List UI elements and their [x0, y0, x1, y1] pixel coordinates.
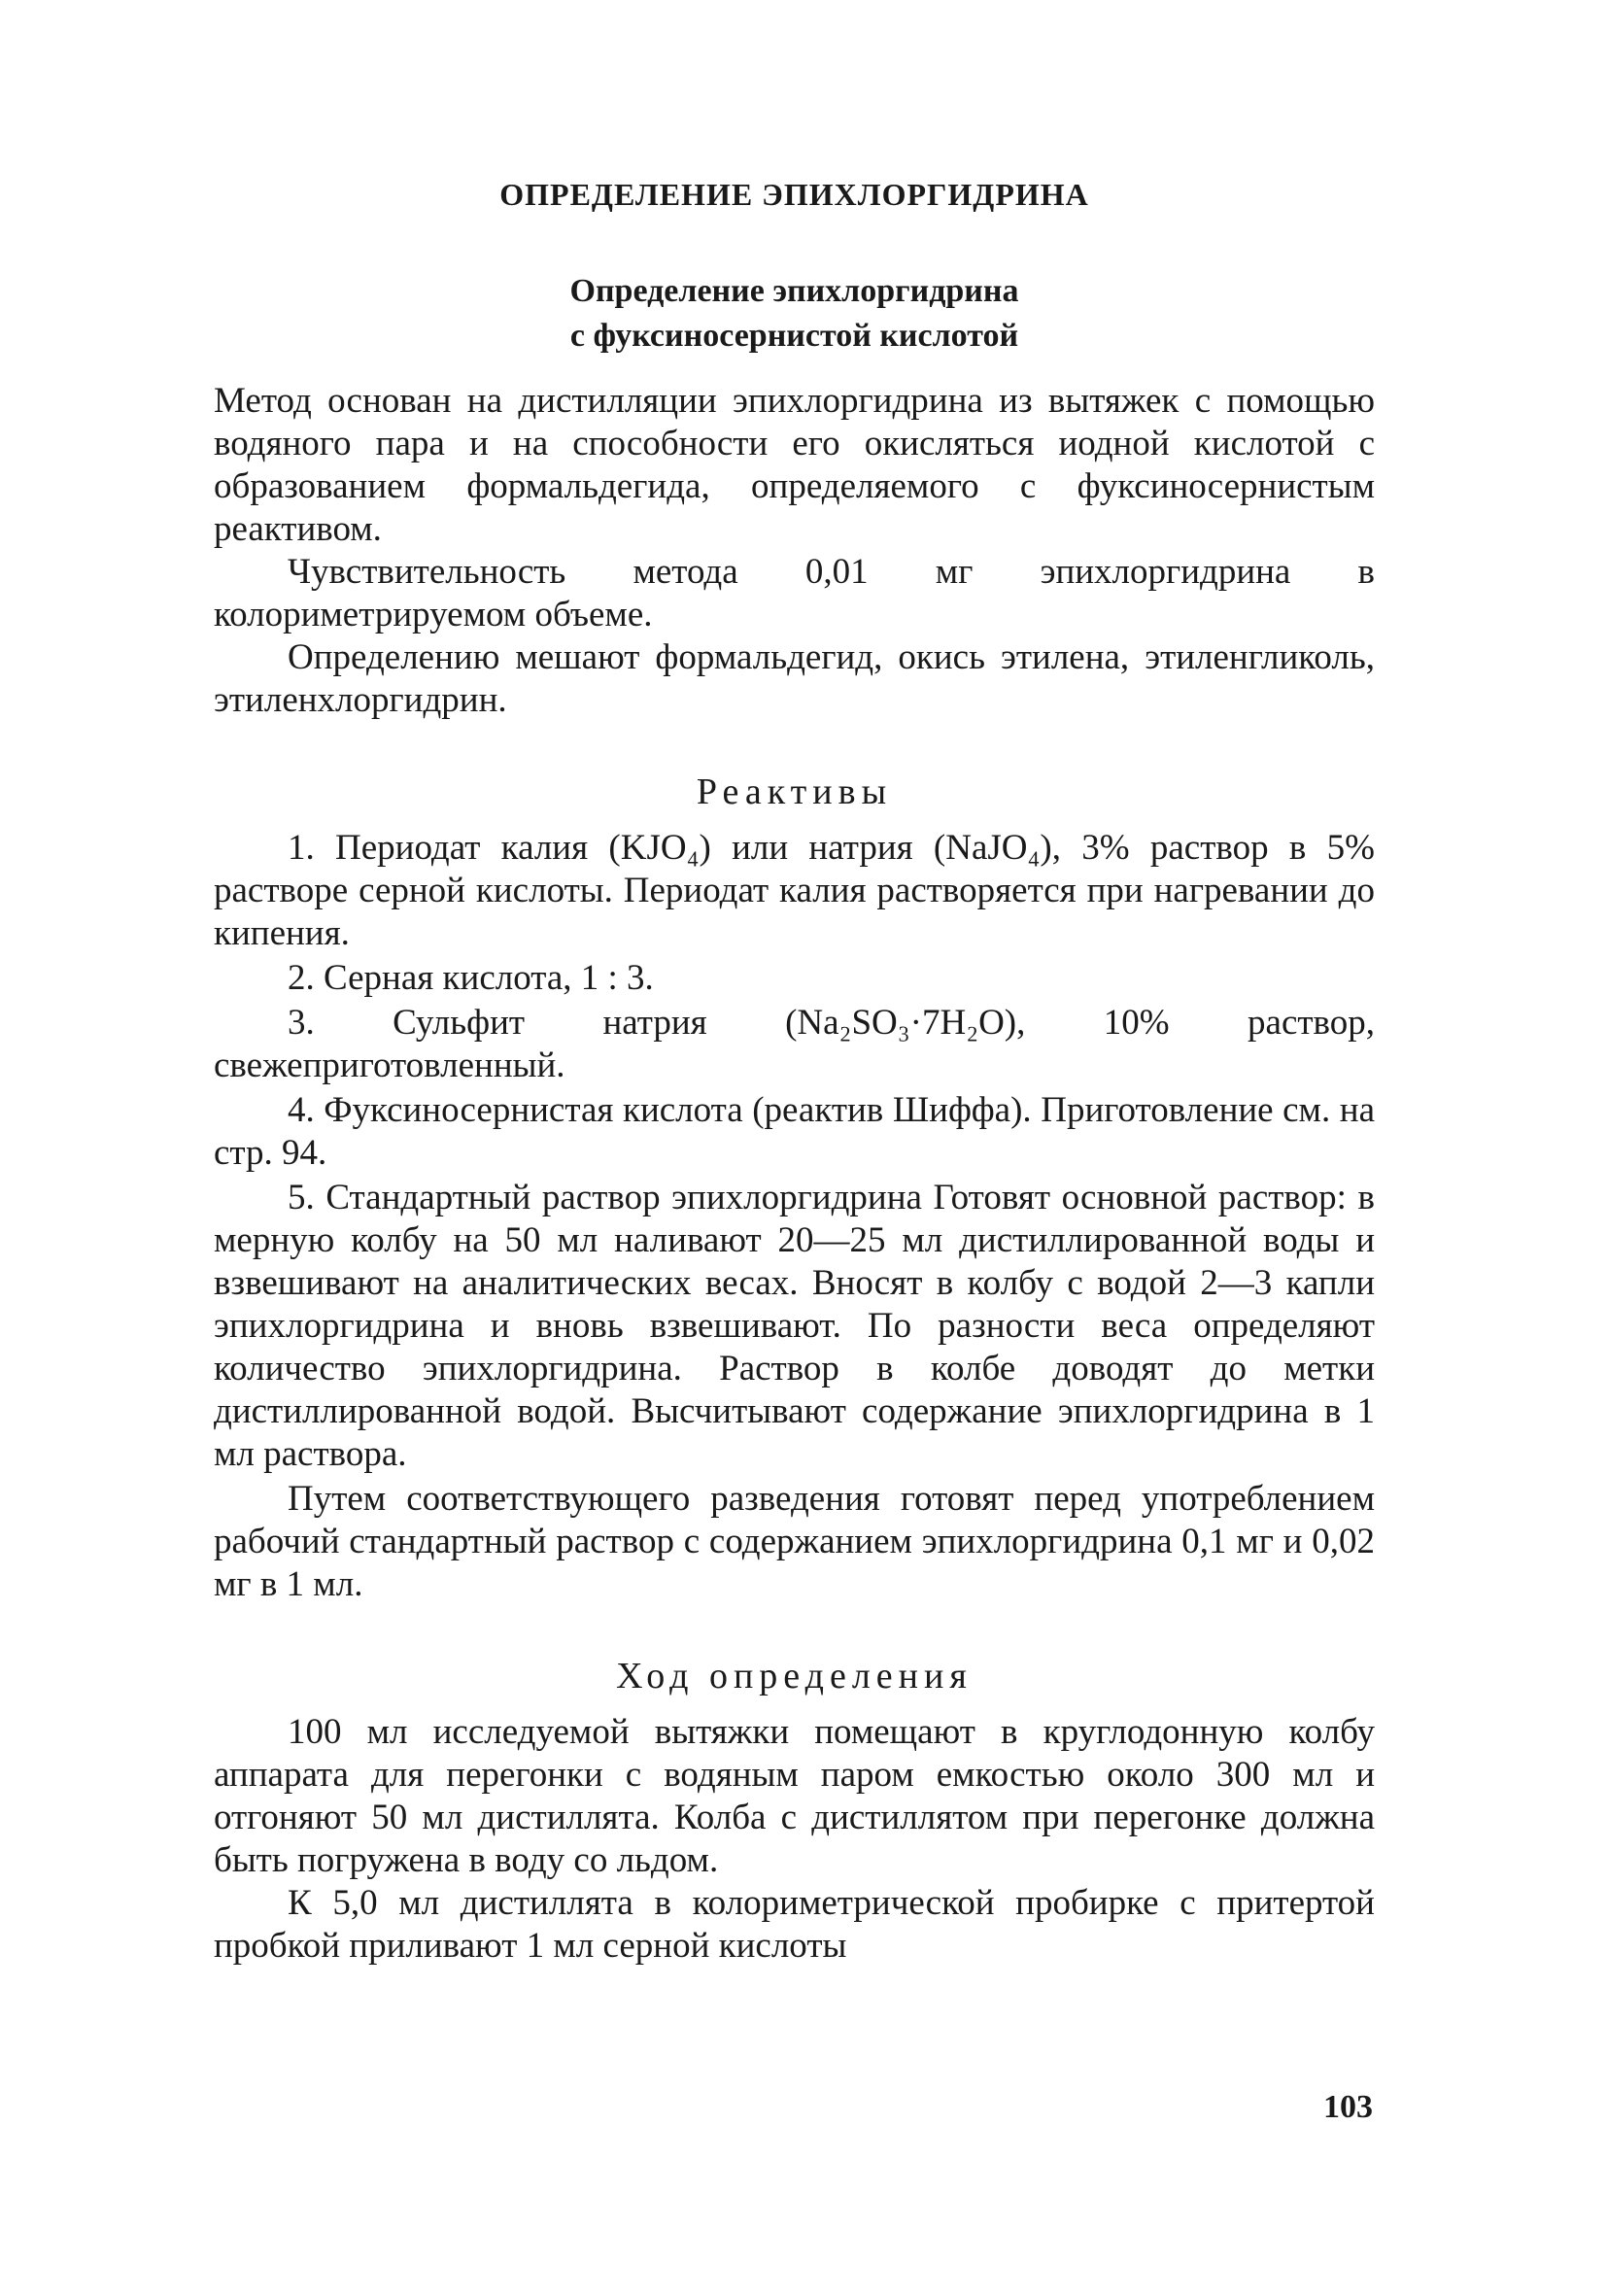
page-number: 103: [1323, 2089, 1373, 2125]
section-heading-procedure: Ход определения: [616, 1656, 973, 1696]
subtitle-line-2: с фуксиносернистой кислотой: [569, 318, 1019, 354]
page-title: ОПРЕДЕЛЕНИЕ ЭПИХЛОРГИДРИНА: [499, 177, 1089, 212]
intro-paragraph: Чувствительность метода 0,01 мг эпихлоргидрина в колориметрируемом объеме.: [214, 552, 1375, 634]
intro-paragraph: Определению мешают формальдегид, окись этилена, этиленгликоль, этиленхлоргидрин.: [214, 637, 1375, 720]
intro-paragraph: Метод основан на дистилляции эпихлоргидрина из вытяжек с помощью водяного пара и на способности его окисляться иодной кислотой с образованием формальдегида, определяемого с фуксиносернистым реактивом.: [214, 381, 1375, 549]
reagent-item: Путем соответствующего разведения готовят перед употреблением рабочий стандартный раствор с содержанием эпихлоргидрина 0,1 мг и 0,02 мг в 1 мл.: [214, 1479, 1375, 1604]
reagent-item: 2. Серная кислота, 1 : 3.: [288, 958, 654, 998]
subtitle-line-1: Определение эпихлоргидрина: [569, 273, 1019, 309]
procedure-paragraph: 100 мл исследуемой вытяжки помещают в круглодонную колбу аппарата для перегонки с водяным паром емкостью около 300 мл и отгоняют 50 мл дистиллята. Колба с дистиллятом при перегонке должна быть погружена в воду со льдом.: [214, 1712, 1375, 1880]
reagent-item: 3. Сульфит натрия (Na₂SO₃·7H₂O), 10% раствор, свежеприготовленный.: [214, 1003, 1375, 1085]
section-heading-reagents: Реактивы: [696, 771, 893, 812]
procedure-paragraph: К 5,0 мл дистиллята в колориметрической пробирке с притертой пробкой приливают 1 мл серной кислоты: [214, 1883, 1375, 1966]
reagent-item: 5. Стандартный раствор эпихлоргидрина Готовят основной раствор: в мерную колбу на 50 мл наливают 20—25 мл дистиллированной воды и взвешивают на аналитических весах. Вносят в колбу с водой 2—3 капли эпихлоргидрина и вновь взвешивают. По разности веса определяют количество эпихлоргидрина. Раствор в колбе доводят до метки дистиллированной водой. Высчитывают содержание эпихлоргидрина в 1 мл раствора.: [214, 1178, 1375, 1474]
reagent-item: 4. Фуксиносернистая кислота (реактив Шиффа). Приготовление см. на стр. 94.: [214, 1090, 1375, 1173]
page-body: [214, 146, 1375, 2235]
reagent-item: 1. Периодат калия (KJO₄) или натрия (NaJO₄), 3% раствор в 5% растворе серной кислоты. Периодат калия растворяется при нагревании до кипения.: [214, 828, 1375, 953]
